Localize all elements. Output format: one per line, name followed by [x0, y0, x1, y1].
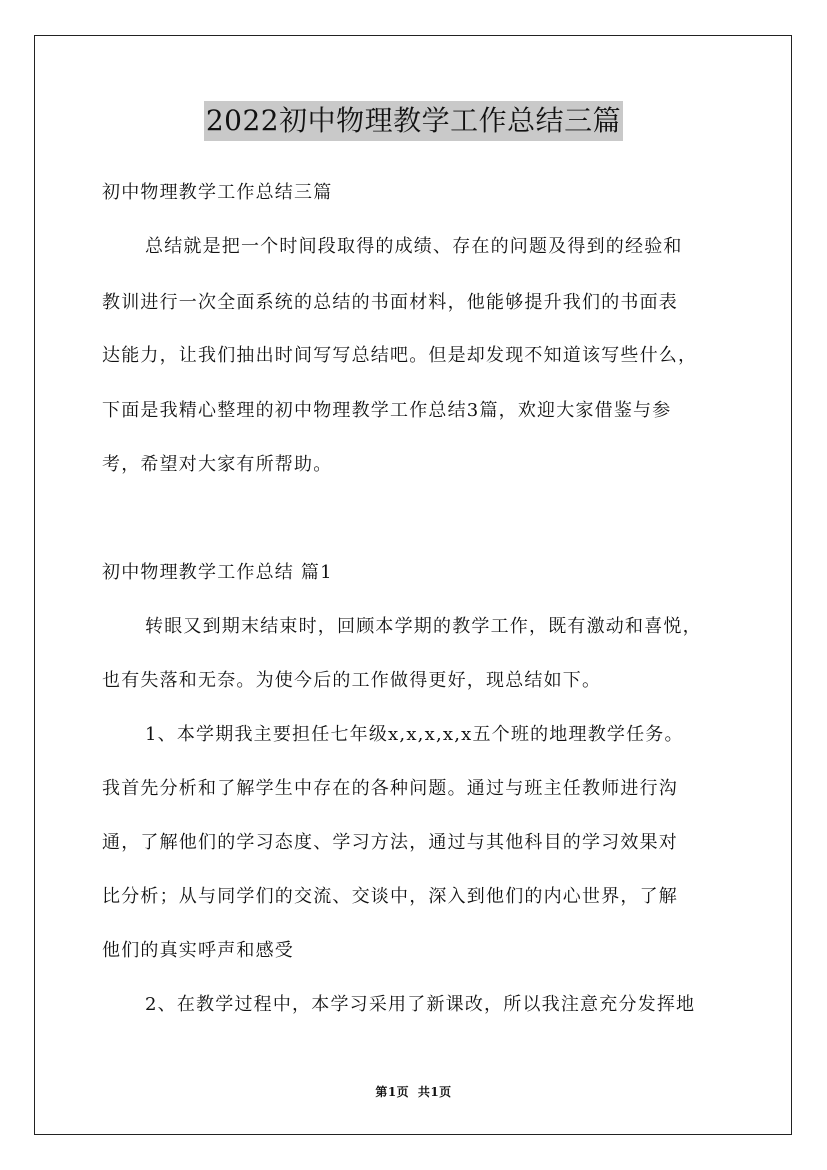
subtitle-line: 初中物理教学工作总结三篇 [102, 182, 333, 203]
document-title: 2022初中物理教学工作总结三篇 [204, 101, 623, 141]
page-total: 共1页 [417, 1085, 452, 1099]
paragraph-line: 教训进行一次全面系统的总结的书面材料，他能够提升我们的书面表 [102, 292, 678, 313]
paragraph-line: 也有失落和无奈。为使今后的工作做得更好，现总结如下。 [102, 670, 602, 691]
paragraph-line: 比分析；从与同学们的交流、交谈中，深入到他们的内心世界，了解 [102, 886, 678, 907]
paragraph-line: 达能力，让我们抽出时间写写总结吧。但是却发现不知道该写些什么， [102, 345, 698, 366]
paragraph-line: 转眼又到期末结束时，回顾本学期的教学工作，既有激动和喜悦， [145, 616, 702, 637]
paragraph-line: 我首先分析和了解学生中存在的各种问题。通过与班主任教师进行沟 [102, 778, 678, 799]
paragraph-line: 他们的真实呼声和感受 [102, 940, 294, 961]
page-footer [0, 1083, 827, 1100]
paragraph-line: 下面是我精心整理的初中物理教学工作总结3篇，欢迎大家借鉴与参 [102, 400, 672, 421]
title-container [0, 101, 827, 141]
paragraph-line: 总结就是把一个时间段取得的成绩、存在的问题及得到的经验和 [145, 236, 683, 257]
paragraph-line: 考，希望对大家有所帮助。 [102, 454, 333, 475]
paragraph-line: 2、在教学过程中，本学习采用了新课改，所以我注意充分发挥地 [145, 994, 696, 1015]
page-number: 第1页 [375, 1085, 410, 1099]
section-heading: 初中物理教学工作总结 篇1 [102, 562, 333, 583]
paragraph-line: 通，了解他们的学习态度、学习方法，通过与其他科目的学习效果对 [102, 832, 678, 853]
paragraph-line: 1、本学期我主要担任七年级x,x,x,x,x五个班的地理教学任务。 [145, 724, 684, 745]
